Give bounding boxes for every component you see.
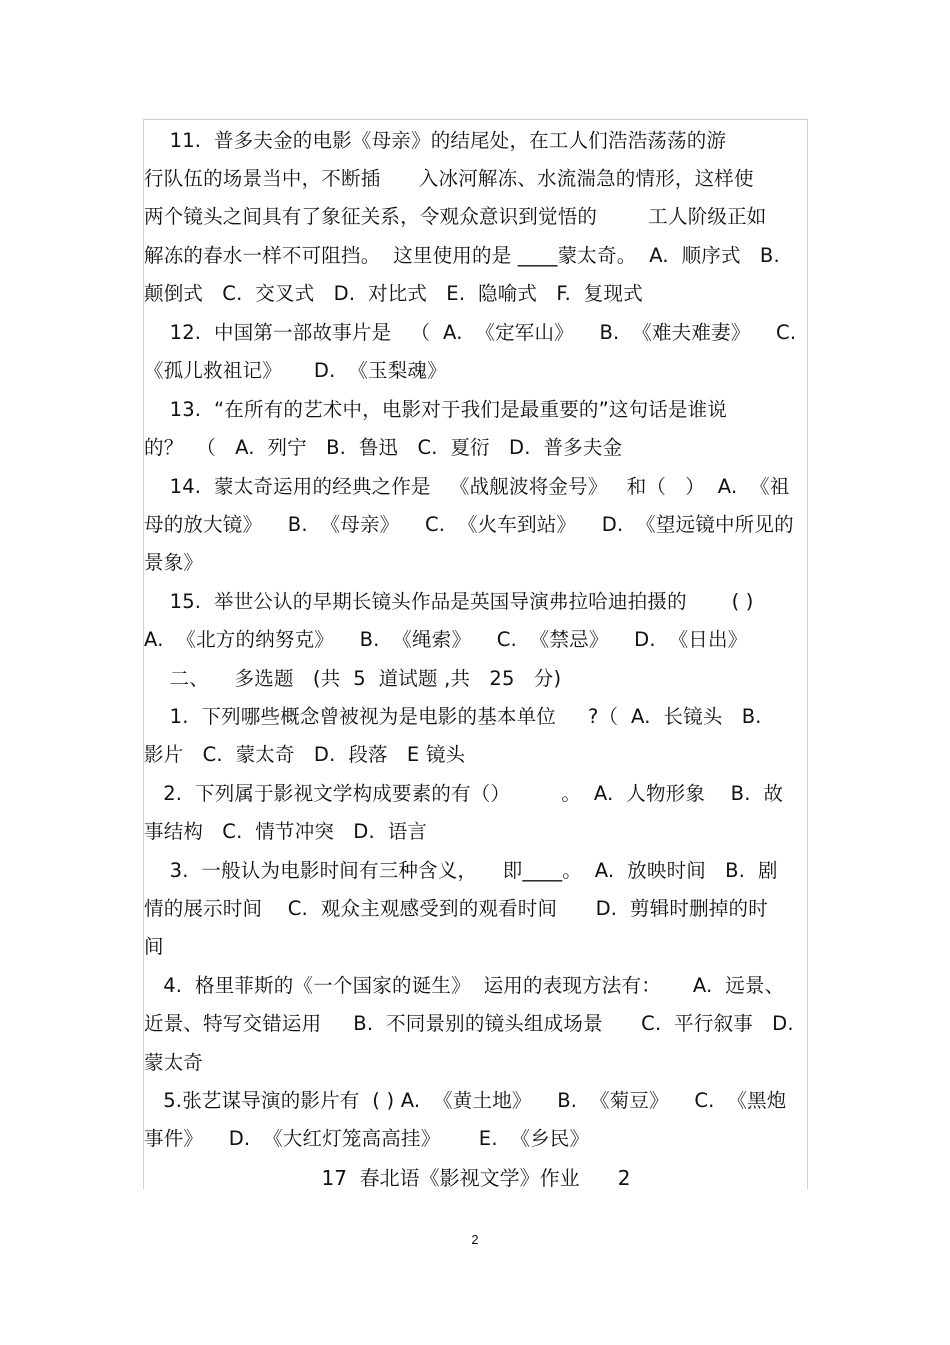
page-frame-top-border <box>143 119 807 120</box>
text-line: 事件》 D. 《大红灯笼高高挂》 E. 《乡民》 <box>144 1127 590 1150</box>
text-line: 13. “在所有的艺术中，电影对于我们是最重要的”这句话是谁说 <box>144 398 728 421</box>
text-line: 11. 普多夫金的电影《母亲》的结尾处，在工人们浩浩荡荡的游 <box>144 129 727 152</box>
text-line: 4. 格里菲斯的《一个国家的诞生》 运用的表现方法有： A. 远景、 <box>144 974 785 997</box>
text-line: 行队伍的场景当中，不断插 入冰河解冻、水流湍急的情形，这样使 <box>144 167 754 190</box>
text-line: 3. 一般认为电影时间有三种含义， 即____。 A. 放映时间 B. 剧 <box>144 859 778 882</box>
text-line: 近景、特写交错运用 B. 不同景别的镜头组成场景 C. 平行叙事 D. <box>144 1012 794 1035</box>
text-line: 解冻的春水一样不可阻挡。 这里使用的是 ____蒙太奇。 A. 顺序式 B. <box>144 244 780 267</box>
text-line: 情的展示时间 C. 观众主观感受到的观看时间 D. 剪辑时删掉的时 <box>144 897 768 920</box>
document-footer-title: 17 春北语《影视文学》作业 2 <box>321 1166 631 1190</box>
text-line: A. 《北方的纳努克》 B. 《绳索》 C. 《禁忌》 D. 《日出》 <box>144 628 748 651</box>
text-line: 景象》 <box>144 551 204 574</box>
text-line: 蒙太奇 <box>144 1051 204 1074</box>
text-line: 事结构 C. 情节冲突 D. 语言 <box>144 820 428 843</box>
text-line: 1. 下列哪些概念曾被视为是电影的基本单位 ?（ A. 长镜头 B. <box>144 705 762 728</box>
text-line: 《孤儿救祖记》 D. 《玉梨魂》 <box>144 359 447 382</box>
section-heading: 二、 多选题 (共 5 道试题 ,共 25 分) <box>144 667 562 690</box>
text-line: 母的放大镜》 B. 《母亲》 C. 《火车到站》 D. 《望远镜中所见的 <box>144 513 794 536</box>
text-line: 2. 下列属于影视文学构成要素的有（） 。 A. 人物形象 B. 故 <box>144 782 784 805</box>
text-line: 12. 中国第一部故事片是 （ A. 《定军山》 B. 《难夫难妻》 C. <box>144 321 797 344</box>
text-line: 14. 蒙太奇运用的经典之作是 《战舰波将金号》 和（ ） A. 《祖 <box>144 475 790 498</box>
text-line: 5.张艺谋导演的影片有 ( ) A. 《黄土地》 B. 《菊豆》 C. 《黑炮 <box>144 1089 787 1112</box>
text-line: 的？ （ A. 列宁 B. 鲁迅 C. 夏衍 D. 普多夫金 <box>144 436 623 459</box>
text-line: 15. 举世公认的早期长镜头作品是英国导演弗拉哈迪拍摄的 ( ) <box>144 590 754 613</box>
text-line: 间 <box>144 935 164 958</box>
text-line: 两个镜头之间具有了象征关系，令观众意识到觉悟的 工人阶级正如 <box>144 205 767 228</box>
page-number: 2 <box>471 1232 479 1247</box>
text-line: 颠倒式 C. 交叉式 D. 对比式 E. 隐喻式 F. 复现式 <box>144 282 643 305</box>
text-line: 影片 C. 蒙太奇 D. 段落 E 镜头 <box>144 743 466 766</box>
